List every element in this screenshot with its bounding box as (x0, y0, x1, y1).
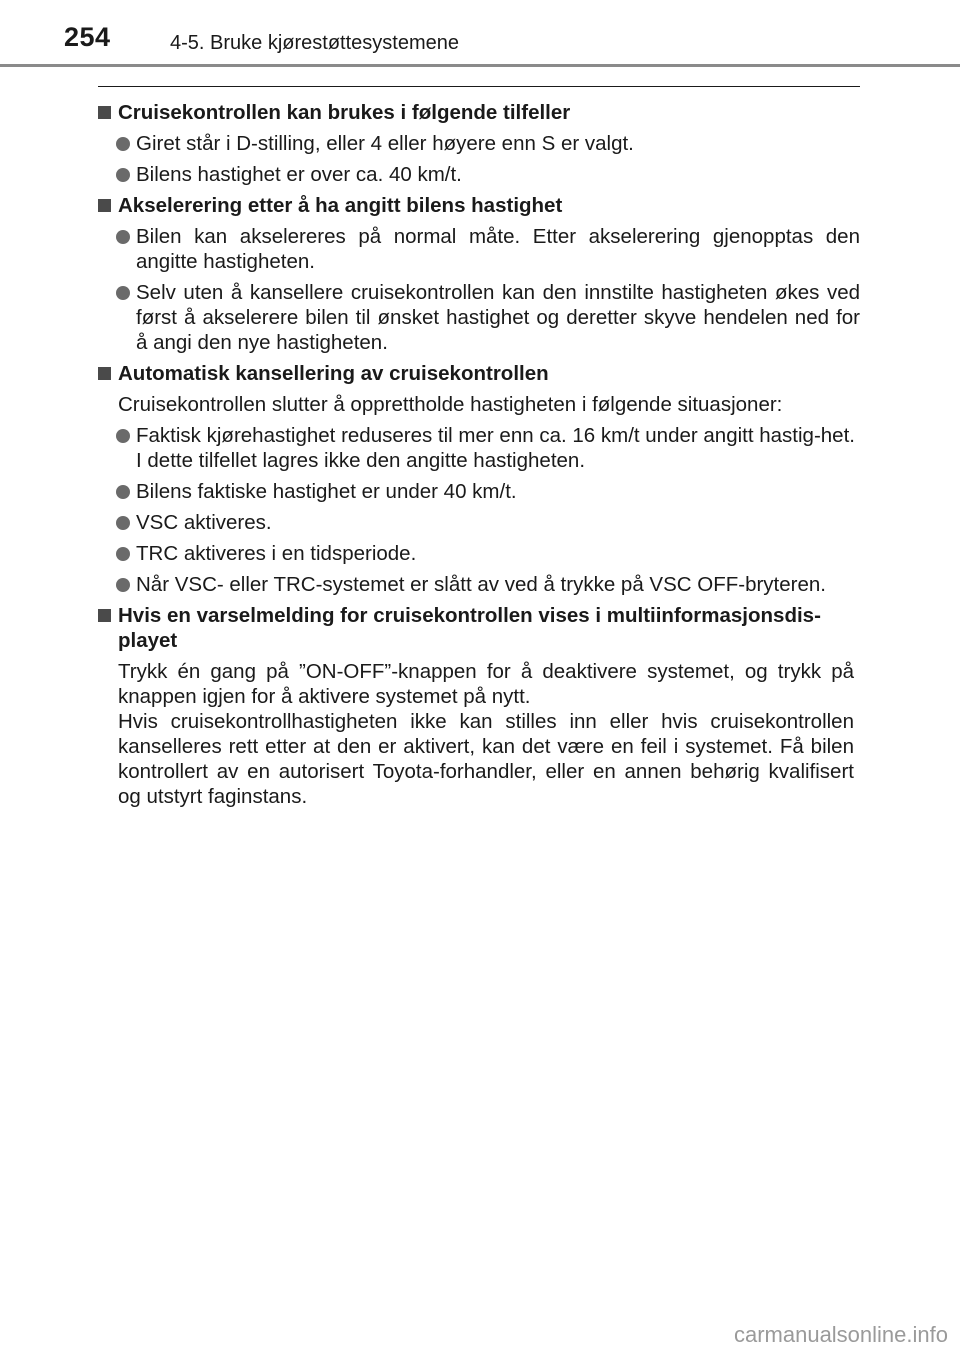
list-item (98, 479, 860, 504)
list-item (98, 224, 860, 274)
list-item (98, 572, 860, 597)
list-item-text: Giret står i D-stilling, eller 4 eller høyere enn S er valgt. (136, 132, 634, 155)
round-bullet-icon (116, 137, 130, 151)
list-item (98, 131, 860, 156)
heading-text: Automatisk kansellering av cruisekontrollen (118, 362, 549, 385)
section-intro: Cruisekontrollen slutter å opprettholde hastigheten i følgende situasjoner: (118, 393, 783, 416)
list-item-text: Bilens hastighet er over ca. 40 km/t. (136, 163, 462, 186)
list-item-text: Selv uten å kansellere cruisekontrollen kan den innstilte hastigheten økes ved først å akselerere bilen til ønsket hastighet og deretter skyve hendelen ned for å angi den nye hastigheten. (136, 281, 860, 354)
section-heading (98, 100, 860, 125)
square-bullet-icon (98, 367, 111, 380)
round-bullet-icon (116, 485, 130, 499)
round-bullet-icon (116, 286, 130, 300)
round-bullet-icon (116, 168, 130, 182)
page-header (0, 0, 960, 70)
heading-text: Akselerering etter å ha angitt bilens hastighet (118, 194, 563, 217)
section-title: 4-5. Bruke kjørestøttesystemene (170, 32, 459, 54)
section-heading (98, 361, 860, 386)
content-divider (98, 86, 860, 87)
header-rule (0, 64, 960, 67)
round-bullet-icon (116, 230, 130, 244)
list-item (98, 162, 860, 187)
list-item (98, 510, 860, 535)
list-item-text: VSC aktiveres. (136, 511, 272, 534)
square-bullet-icon (98, 106, 111, 119)
square-bullet-icon (98, 199, 111, 212)
watermark: carmanualsonline.info (733, 1322, 948, 1347)
round-bullet-icon (116, 429, 130, 443)
list-item (98, 541, 860, 566)
section-heading (98, 603, 860, 653)
list-item-note: I dette tilfellet lagres ikke den angitte hastigheten. (136, 449, 586, 472)
list-item-text: Når VSC- eller TRC-systemet er slått av ved å trykke på VSC OFF-bryteren. (136, 573, 826, 596)
round-bullet-icon (116, 516, 130, 530)
page-number: 254 (64, 22, 111, 52)
round-bullet-icon (116, 547, 130, 561)
paragraph: Trykk én gang på ”ON-OFF”-knappen for å deaktivere systemet, og trykk på knappen igjen for å aktivere systemet på nytt. (118, 660, 854, 708)
list-item-text: Bilens faktiske hastighet er under 40 km/t. (136, 480, 517, 503)
list-item-text: Faktisk kjørehastighet reduseres til mer enn ca. 16 km/t under angitt hastig-het. (136, 424, 855, 447)
heading-text: Cruisekontrollen kan brukes i følgende tilfeller (118, 101, 571, 124)
list-item-text: TRC aktiveres i en tidsperiode. (136, 542, 417, 565)
square-bullet-icon (98, 609, 111, 622)
section-heading (98, 193, 860, 218)
list-item (98, 280, 860, 355)
round-bullet-icon (116, 578, 130, 592)
list-item-text: Bilen kan akselereres på normal måte. Etter akselerering gjenopptas den angitte hastigheten. (136, 225, 860, 273)
list-item (98, 423, 860, 473)
paragraph: Hvis cruisekontrollhastigheten ikke kan stilles inn eller hvis cruisekontrollen kanselleres rett etter at den er aktivert, kan det være en feil i systemet. Få bilen kontrollert av en autorisert Toyota-forhandler, eller en annen behørig kvalifisert og utstyrt faginstans. (118, 710, 854, 808)
page-content (98, 94, 860, 809)
heading-text: Hvis en varselmelding for cruisekontrollen vises i multiinformasjonsdis-playet (118, 604, 821, 652)
